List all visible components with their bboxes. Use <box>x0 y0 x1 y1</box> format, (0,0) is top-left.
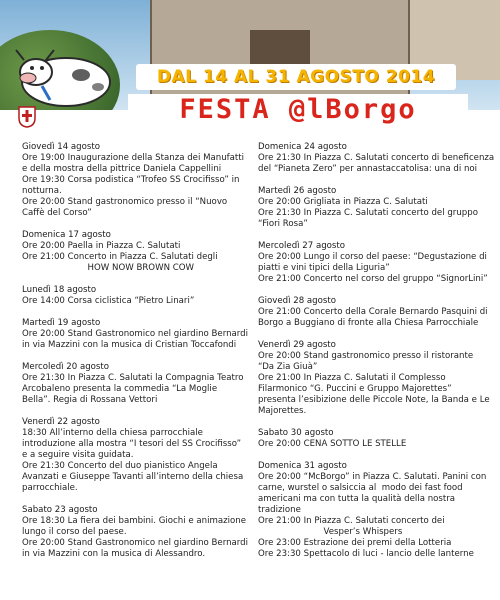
event-detail-line: Ore 20:00 “McBorgo” in Piazza C. Salutati. Panini con <box>258 472 487 482</box>
event-detail-line: introduzione alla mostra “I tesori del SS Crocifisso” <box>22 439 242 449</box>
festival-title: FESTA @lBorgo <box>128 94 468 126</box>
event-day-block <box>258 241 494 285</box>
event-day-block <box>22 362 262 406</box>
event-day-block <box>258 461 494 560</box>
event-detail-line: “Da Zia Giuà” <box>258 362 318 372</box>
event-detail-line: lungo il corso del paese. <box>22 527 127 537</box>
event-detail-line: e a seguire visita guidata. <box>22 450 134 460</box>
event-detail-line: 18:30 All’interno della chiesa parrocchiale <box>22 428 203 438</box>
event-detail-line: Ore 19:00 Inaugurazione della Stanza dei Manufatti <box>22 153 245 163</box>
event-detail-line: del “Pianeta Zero” per annastaccatolisa: una di noi <box>258 164 478 174</box>
event-detail-line: Ore 18:30 La fiera dei bambini. Giochi e animazione <box>22 516 246 526</box>
event-day-heading: Giovedì 14 agosto <box>22 142 101 152</box>
event-detail-line: Ore 21:00 In Piazza C. Salutati il Complesso <box>258 373 446 383</box>
event-detail-line: Vesper’s Whispers <box>258 527 403 537</box>
header-artwork <box>0 0 500 140</box>
program-column-left <box>22 142 262 571</box>
event-day-heading: Martedì 26 agosto <box>258 186 337 196</box>
event-detail-line: notturna. <box>22 186 62 196</box>
event-day-heading: Venerdì 29 agosto <box>258 340 336 350</box>
cow-mascot-icon <box>6 42 118 112</box>
event-day-heading: Giovedì 28 agosto <box>258 296 337 306</box>
event-day-heading: Venerdì 22 agosto <box>22 417 100 427</box>
event-detail-line: Ore 21:30 In Piazza C. Salutati concerto di beneficenza <box>258 153 495 163</box>
event-detail-line: Ore 21:00 Concerto nel corso del gruppo “SignorLini” <box>258 274 488 284</box>
event-detail-line: Ore 20:00 Stand Gastronomico nel giardino Bernardi <box>22 329 249 339</box>
event-detail-line: e della mostra della pittrice Daniela Cappellini <box>22 164 222 174</box>
event-day-block <box>22 285 262 307</box>
event-detail-line: Ore 19:30 Corsa podistica “Trofeo SS Crocifisso” in <box>22 175 240 185</box>
event-detail-line: Borgo a Buggiano di fronte alla Chiesa Parrocchiale <box>258 318 479 328</box>
event-detail-line: Ore 20:00 Grigliata in Piazza C. Salutati <box>258 197 428 207</box>
event-day-block <box>258 142 494 175</box>
event-detail-line: Avanzati e Giuseppe Tavanti all’interno della chiesa <box>22 472 244 482</box>
event-detail-line: americani ma con tutta la qualità della nostra <box>258 494 456 504</box>
event-detail-line: Ore 20:00 CENA SOTTO LE STELLE <box>258 439 407 449</box>
event-day-block <box>258 428 494 450</box>
town-crest-icon <box>18 106 36 128</box>
event-day-heading: Sabato 23 agosto <box>22 505 98 515</box>
event-detail-line: in via Mazzini con la musica di Alessandro. <box>22 549 206 559</box>
event-day-heading: Mercoledì 27 agosto <box>258 241 346 251</box>
program-column-right <box>258 142 494 571</box>
event-detail-line: “Fiori Rosa” <box>258 219 308 229</box>
event-detail-line: Ore 20:00 Stand gastronomico presso il “Nuovo <box>22 197 228 207</box>
event-detail-line: tradizione <box>258 505 301 515</box>
event-detail-line: parrocchiale. <box>22 483 78 493</box>
event-day-block <box>258 296 494 329</box>
event-day-block <box>258 340 494 417</box>
event-day-heading: Mercoledì 20 agosto <box>22 362 110 372</box>
event-day-block <box>22 318 262 351</box>
event-detail-line: in via Mazzini con la musica di Cristian Toccafondi <box>22 340 237 350</box>
event-detail-line: Bella”. Regia di Rossana Vettori <box>22 395 158 405</box>
event-detail-line: Filarmonico “G. Puccini e Gruppo Majorettes” <box>258 384 452 394</box>
event-day-heading: Domenica 31 agosto <box>258 461 347 471</box>
event-day-heading: Martedì 19 agosto <box>22 318 101 328</box>
event-detail-line: Ore 21:30 In Piazza C. Salutati la Compagnia Teatro <box>22 373 244 383</box>
event-detail-line: Caffè del Corso” <box>22 208 92 218</box>
event-detail-line: Arcobaleno presenta la commedia “La Moglie <box>22 384 218 394</box>
event-day-block <box>22 230 262 274</box>
event-detail-line: Ore 20:00 Stand gastronomico presso il ristorante <box>258 351 474 361</box>
event-detail-line: presenta l’esibizione delle Piccole Note, la Banda e Le <box>258 395 490 405</box>
event-day-heading: Domenica 17 agosto <box>22 230 111 240</box>
event-detail-line: Ore 20:00 Stand Gastronomico nel giardino Bernardi <box>22 538 249 548</box>
date-range: DAL 14 AL 31 AGOSTO 2014 <box>156 67 436 87</box>
event-day-block <box>22 505 262 560</box>
event-detail-line: Ore 21:00 In Piazza C. Salutati concerto dei <box>258 516 445 526</box>
event-day-heading: Sabato 30 agosto <box>258 428 334 438</box>
event-detail-line: Ore 14:00 Corsa ciclistica “Pietro Linari” <box>22 296 195 306</box>
date-banner <box>136 64 456 90</box>
event-detail-line: Ore 20:00 Paella in Piazza C. Salutati <box>22 241 181 251</box>
event-day-heading: Domenica 24 agosto <box>258 142 347 152</box>
event-detail-line: carne, wurstel o salsiccia al modo dei fast food <box>258 483 463 493</box>
event-detail-line: Ore 21:00 Concerto della Corale Bernardo Pasquini di <box>258 307 488 317</box>
event-detail-line: Ore 21:30 In Piazza C. Salutati concerto del gruppo <box>258 208 478 218</box>
event-day-heading: Lunedì 18 agosto <box>22 285 97 295</box>
event-day-block <box>22 417 262 494</box>
event-day-block <box>22 142 262 219</box>
event-detail-line: Ore 21:00 Concerto in Piazza C. Salutati degli <box>22 252 218 262</box>
event-detail-line: Ore 20:00 Lungo il corso del paese: “Degustazione di <box>258 252 487 262</box>
event-detail-line: Ore 23:30 Spettacolo di luci - lancio delle lanterne <box>258 549 474 559</box>
event-detail-line: Ore 23:00 Estrazione dei premi della Lotteria <box>258 538 452 548</box>
event-detail-line: HOW NOW BROWN COW <box>22 263 194 273</box>
event-detail-line: Ore 21:30 Concerto del duo pianistico Angela <box>22 461 218 471</box>
event-day-block <box>258 186 494 230</box>
event-detail-line: piatti e vini tipici della Liguria” <box>258 263 390 273</box>
event-detail-line: Majorettes. <box>258 406 307 416</box>
